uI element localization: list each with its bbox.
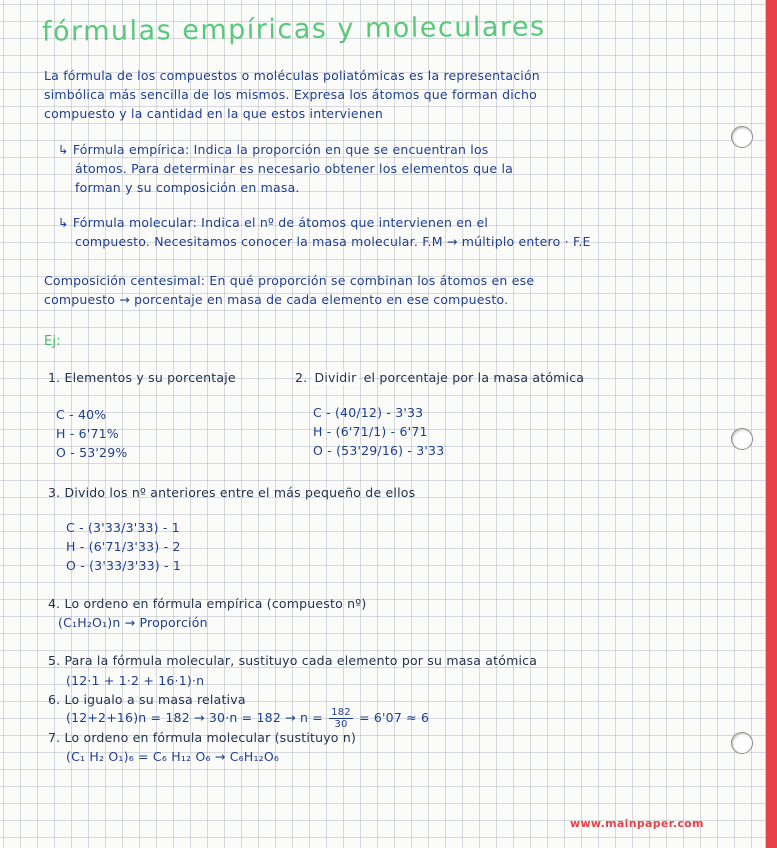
step-5-heading: 5. Para la fórmula molecular, sustituyo cada elemento por su masa atómica: [48, 653, 538, 668]
binder-hole-middle: [731, 428, 753, 450]
step-1-heading: 1. Elementos y su porcentaje: [48, 370, 236, 385]
binder-hole-top: [731, 126, 753, 148]
division-h: H - (6'71/1) - 6'71: [313, 424, 428, 439]
step-6-heading: 6. Lo igualo a su masa relativa: [48, 692, 246, 707]
percentage-c: C - 40%: [56, 407, 107, 422]
step-4-heading: 4. Lo ordeno en fórmula empírica (compuesto nº): [48, 596, 367, 611]
step-4-formula: (C₁H₂O₁)n → Proporción: [58, 615, 208, 630]
ratio-c: C - (3'33/3'33) - 1: [66, 520, 180, 535]
step-6-fraction: [329, 707, 353, 730]
division-c: C - (40/12) - 3'33: [313, 405, 424, 420]
empirica-line-1: ↳ Fórmula empírica: Indica la proporción en que se encuentran los: [58, 142, 489, 157]
footer-url: www.mainpaper.com: [570, 817, 704, 830]
step-3-heading: 3. Divido los nº anteriores entre el más pequeño de ellos: [48, 485, 416, 500]
intro-line-2: simbólica más sencilla de los mismos. Expresa los átomos que forman dicho: [44, 87, 537, 102]
step-5-formula: (12·1 + 1·2 + 16·1)·n: [66, 673, 205, 688]
step-6-result: = 6'07 ≈ 6: [359, 710, 430, 725]
step-7-heading: 7. Lo ordeno en fórmula molecular (sustituyo n): [48, 730, 357, 745]
molecular-line-2: compuesto. Necesitamos conocer la masa molecular. F.M → múltiplo entero · F.E: [75, 234, 591, 249]
molecular-line-1: ↳ Fórmula molecular: Indica el nº de átomos que intervienen en el: [58, 215, 489, 230]
step-6-equation: (12+2+16)n = 182 → 30·n = 182 → n =: [66, 710, 323, 725]
division-o: O - (53'29/16) - 3'33: [313, 443, 445, 458]
empirica-line-2: átomos. Para determinar es necesario obtener los elementos que la: [75, 161, 513, 176]
percentage-h: H - 6'71%: [56, 426, 119, 441]
binder-hole-bottom: [731, 732, 753, 754]
centesimal-line-1: Composición centesimal: En qué proporción se combinan los átomos en ese: [44, 273, 535, 288]
step-2-highlight: Dividir: [312, 370, 360, 385]
step-6-numerator: 182: [331, 707, 351, 718]
step-2-text: el porcentaje por la masa atómica: [363, 370, 585, 385]
step-2-heading: [295, 370, 584, 385]
percentage-o: O - 53'29%: [56, 445, 128, 460]
intro-line-1: La fórmula de los compuestos o moléculas poliatómicas es la representación: [44, 68, 540, 83]
ratio-o: O - (3'33/3'33) - 1: [66, 558, 182, 573]
ratio-h: H - (6'71/3'33) - 2: [66, 539, 181, 554]
step-7-formula: (C₁ H₂ O₁)₆ = C₆ H₁₂ O₆ → C₆H₁₂O₆: [66, 749, 280, 764]
step-2-number: 2.: [295, 370, 308, 385]
example-label: Ej:: [44, 334, 61, 349]
page-title: fórmulas empíricas y moleculares: [41, 11, 546, 48]
step-6-denominator: 30: [334, 719, 348, 730]
centesimal-line-2: compuesto → porcentaje en masa de cada elemento en ese compuesto.: [44, 292, 509, 307]
intro-line-3: compuesto y la cantidad en la que estos intervienen: [44, 106, 383, 121]
empirica-line-3: forman y su composición en masa.: [75, 180, 300, 195]
step-6-formula: [66, 707, 429, 730]
